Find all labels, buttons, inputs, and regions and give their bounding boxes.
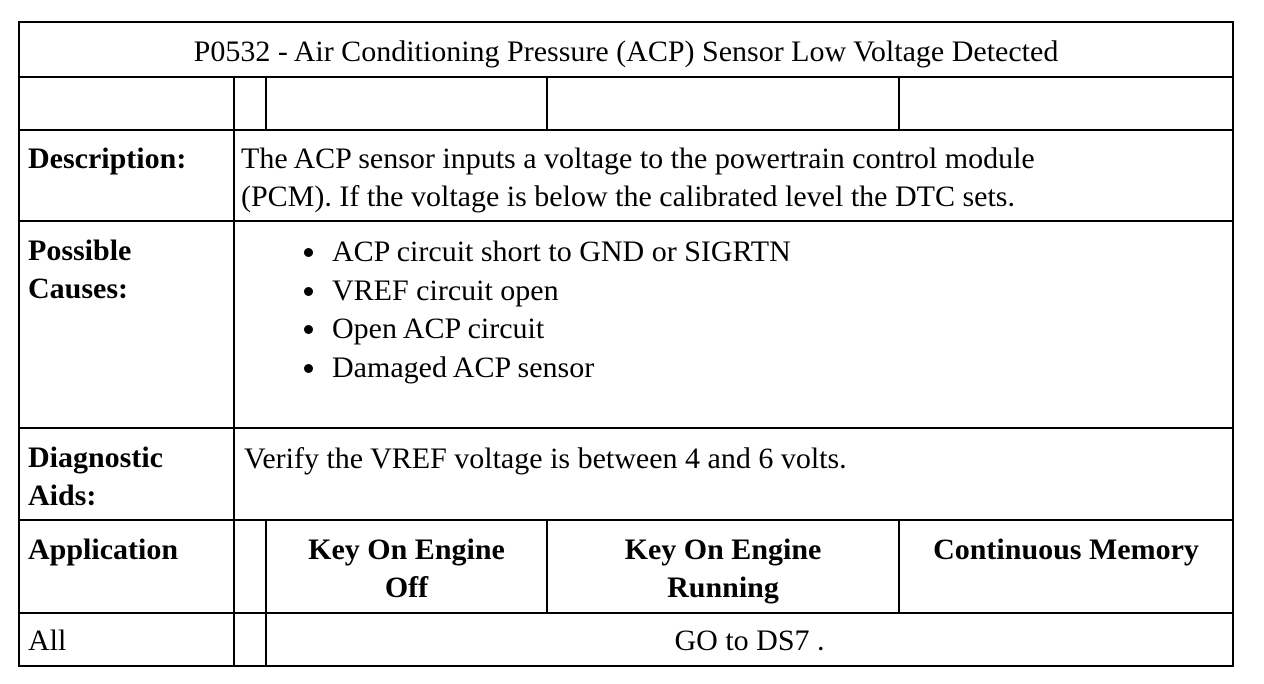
page-title: P0532 - Air Conditioning Pressure (ACP) Sensor Low Voltage Detected bbox=[193, 35, 1059, 68]
description-line-1: The ACP sensor inputs a voltage to the powertrain control module bbox=[241, 142, 1035, 175]
column-divider bbox=[233, 76, 235, 665]
row-divider bbox=[20, 427, 1232, 429]
key-on-engine-off-header-1: Key On Engine bbox=[308, 533, 505, 566]
application-header: Application bbox=[28, 533, 179, 566]
list-item bbox=[260, 349, 791, 388]
list-item bbox=[260, 272, 791, 311]
cause-text: ACP circuit short to GND or SIGRTN bbox=[332, 235, 791, 268]
key-on-engine-running-header-2: Running bbox=[667, 571, 779, 604]
bullet-icon bbox=[304, 287, 313, 296]
dtc-table bbox=[18, 21, 1234, 667]
column-divider bbox=[546, 76, 548, 131]
description-line-2: (PCM). If the voltage is below the calibrated level the DTC sets. bbox=[241, 180, 1015, 213]
row-divider bbox=[20, 519, 1232, 521]
bullet-icon bbox=[304, 325, 313, 334]
row-divider bbox=[20, 220, 1232, 222]
cause-text: VREF circuit open bbox=[332, 273, 559, 307]
column-divider bbox=[898, 76, 900, 131]
possible-causes-label-2: Causes: bbox=[28, 272, 129, 305]
list-item bbox=[260, 233, 791, 272]
possible-causes-label-1: Possible bbox=[28, 234, 132, 267]
diagnostic-aids-label-1: Diagnostic bbox=[28, 441, 163, 474]
cause-text: Open ACP circuit bbox=[332, 312, 545, 345]
cause-text: Damaged ACP sensor bbox=[332, 350, 595, 384]
go-to-ds7-cell: GO to DS7 . bbox=[674, 624, 825, 657]
key-on-engine-off-header-2: Off bbox=[384, 571, 429, 604]
bullet-icon bbox=[304, 248, 313, 257]
row-divider bbox=[20, 76, 1232, 78]
row-divider bbox=[20, 129, 1232, 131]
diagnostic-aids-text: Verify the VREF voltage is between 4 and 6 volts. bbox=[244, 442, 847, 475]
column-divider bbox=[265, 76, 267, 131]
row-divider bbox=[20, 612, 1232, 614]
description-label: Description: bbox=[28, 142, 187, 175]
bullet-icon bbox=[304, 364, 313, 373]
application-all-cell: All bbox=[28, 624, 67, 657]
diagnostic-aids-label-2: Aids: bbox=[28, 479, 97, 512]
possible-causes-list bbox=[260, 233, 791, 387]
list-item bbox=[260, 310, 791, 349]
continuous-memory-header: Continuous Memory bbox=[933, 533, 1199, 566]
key-on-engine-running-header-1: Key On Engine bbox=[624, 533, 822, 566]
